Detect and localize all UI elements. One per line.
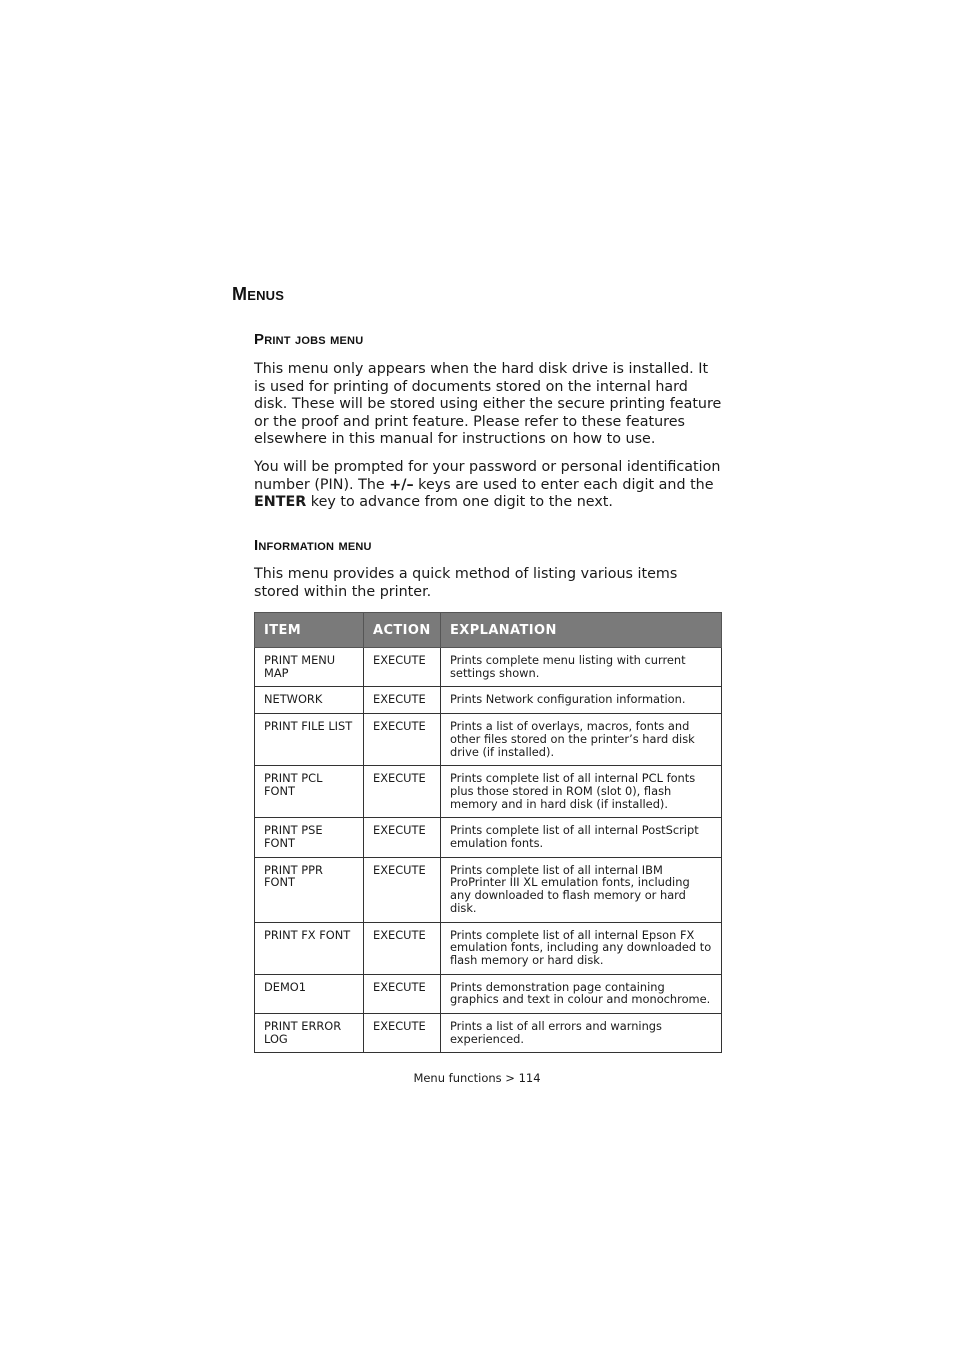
explanation-cell: Prints complete list of all internal Epson FX emulation fonts, including any downloaded to flash memory or hard disk.: [441, 922, 722, 974]
information-menu-table: [254, 612, 722, 1053]
action-cell: EXECUTE: [364, 974, 441, 1013]
pin-text-3: key to advance from one digit to the next.: [306, 494, 613, 511]
explanation-cell: Prints complete menu listing with current settings shown.: [441, 648, 722, 687]
action-cell: EXECUTE: [364, 766, 441, 818]
action-cell: EXECUTE: [364, 687, 441, 714]
header-item: ITEM: [255, 613, 364, 648]
explanation-cell: Prints complete list of all internal PCL fonts plus those stored in ROM (slot 0), flash memory and in hard disk (if installed).: [441, 766, 722, 818]
table-row: [255, 974, 722, 1013]
action-cell: EXECUTE: [364, 1014, 441, 1053]
explanation-cell: Prints a list of all errors and warnings experienced.: [441, 1014, 722, 1053]
explanation-cell: Prints Network configuration information.: [441, 687, 722, 714]
header-explanation: EXPLANATION: [441, 613, 722, 648]
action-cell: EXECUTE: [364, 818, 441, 857]
explanation-cell: Prints complete list of all internal IBM ProPrinter III XL emulation fonts, including any downloaded to flash memory or hard disk.: [441, 857, 722, 922]
information-paragraph: This menu provides a quick method of listing various items stored within the printer.: [254, 566, 678, 600]
table-row: [255, 648, 722, 687]
table-row: [255, 766, 722, 818]
action-cell: EXECUTE: [364, 857, 441, 922]
action-cell: EXECUTE: [364, 922, 441, 974]
item-cell: PRINT PPR FONT: [255, 857, 364, 922]
pin-text-2: keys are used to enter each digit and the: [413, 476, 714, 493]
explanation-cell: Prints a list of overlays, macros, fonts and other files stored on the printer’s hard disk drive (if installed).: [441, 714, 722, 766]
print-jobs-heading: Print jobs menu: [254, 331, 364, 348]
item-cell: PRINT ERROR LOG: [255, 1014, 364, 1053]
item-cell: PRINT MENU MAP: [255, 648, 364, 687]
explanation-cell: Prints demonstration page containing graphics and text in colour and monochrome.: [441, 974, 722, 1013]
pin-text-1: You will be prompted for your password or personal identification number (PIN). The: [254, 459, 721, 493]
item-cell: PRINT PSE FONT: [255, 818, 364, 857]
item-cell: DEMO1: [255, 974, 364, 1013]
table-row: [255, 818, 722, 857]
item-cell: NETWORK: [255, 687, 364, 714]
table-row: [255, 687, 722, 714]
pin-paragraph: [254, 459, 724, 512]
table-row: [255, 714, 722, 766]
explanation-cell: Prints complete list of all internal PostScript emulation fonts.: [441, 818, 722, 857]
table-row: [255, 857, 722, 922]
plus-minus-keys: +/–: [389, 476, 414, 493]
enter-key: ENTER: [254, 494, 307, 511]
action-cell: EXECUTE: [364, 648, 441, 687]
section-title: Menus: [232, 284, 285, 304]
table-row: [255, 922, 722, 974]
item-cell: PRINT FILE LIST: [255, 714, 364, 766]
item-cell: PRINT PCL FONT: [255, 766, 364, 818]
item-cell: PRINT FX FONT: [255, 922, 364, 974]
print-jobs-paragraph: This menu only appears when the hard disk drive is installed. It is used for printing of documents stored on the internal hard disk. These will be stored using either the secure printing feature or the proof and print feature. Please refer to these features elsewhere in this manual for instructions on how to use.: [254, 361, 722, 448]
header-action: ACTION: [364, 613, 441, 648]
table-header-row: [255, 613, 722, 648]
information-heading: Information menu: [254, 537, 372, 554]
page-footer: Menu functions > 114: [413, 1071, 541, 1085]
action-cell: EXECUTE: [364, 714, 441, 766]
table-row: [255, 1014, 722, 1053]
